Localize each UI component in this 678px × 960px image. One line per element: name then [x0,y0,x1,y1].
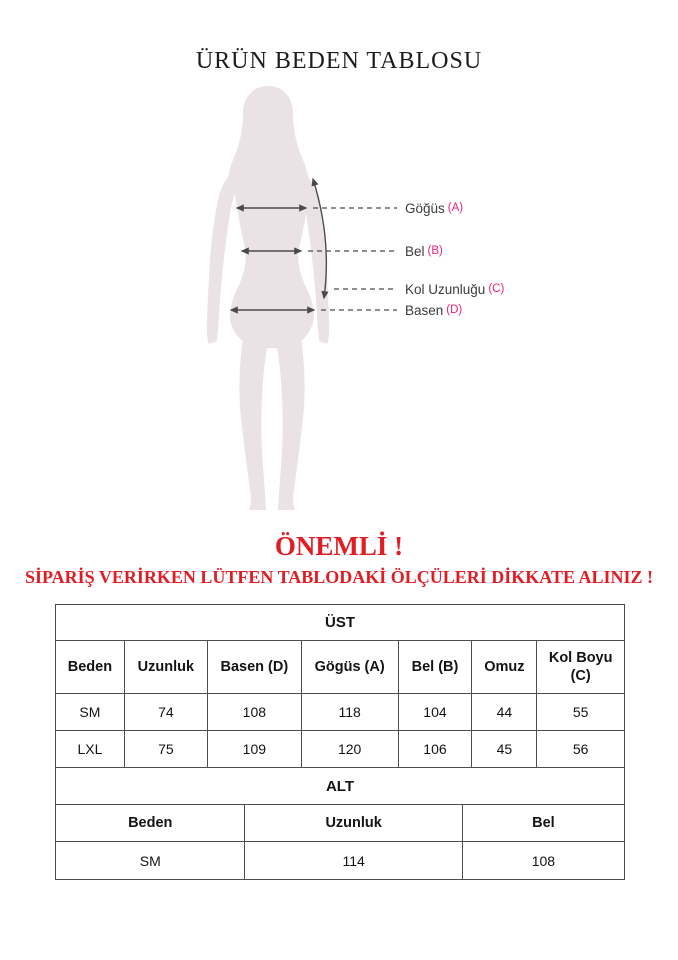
table-cell: 44 [472,694,537,731]
bottom-size-table [55,767,625,880]
table-row [56,641,625,694]
important-heading: ÖNEMLİ ! [274,531,404,561]
column-header: Uzunluk [124,641,207,694]
measure-label-text: Göğüs [405,200,445,216]
female-silhouette [207,86,330,510]
body-measurement-diagram [0,80,678,520]
column-header: Beden [56,641,125,694]
size-tables [55,604,625,880]
important-message: SİPARİŞ VERİRKEN LÜTFEN TABLODAKİ ÖLÇÜLERİ DİKKATE ALINIZ ! [25,567,653,587]
column-header: Beden [56,805,245,842]
column-header: Gögüs (A) [301,641,398,694]
table-cell: 45 [472,731,537,768]
measure-letter: (C) [488,283,505,295]
table-cell: 106 [398,731,472,768]
measure-label-hip [405,301,462,319]
column-header: Basen (D) [207,641,301,694]
measure-label-arm-length [405,280,504,298]
table-row [56,805,625,842]
table-cell: 108 [207,694,301,731]
table-row [56,731,625,768]
table-cell: 120 [301,731,398,768]
page-title: ÜRÜN BEDEN TABLOSU [195,48,483,74]
table-cell: 118 [301,694,398,731]
table-cell: 114 [245,842,462,880]
table-row [56,842,625,880]
section-title-alt: ALT [56,768,625,805]
table-cell: 75 [124,731,207,768]
table-cell: 108 [462,842,624,880]
column-header: Bel [462,805,624,842]
column-header: Bel (B) [398,641,472,694]
column-header: Omuz [472,641,537,694]
female-silhouette-graphic [0,80,678,520]
measure-letter: (D) [446,304,463,316]
table-cell: 55 [537,694,625,731]
table-cell: 56 [537,731,625,768]
measure-letter: (A) [447,202,464,214]
measure-label-chest [405,199,463,217]
top-size-table [55,604,625,768]
table-cell: LXL [56,731,125,768]
table-cell: 74 [124,694,207,731]
column-header: Uzunluk [245,805,462,842]
measure-label-waist [405,242,443,260]
table-cell: 109 [207,731,301,768]
column-header: Kol Boyu (C) [537,641,625,694]
section-title-ust: ÜST [56,605,625,641]
table-cell: SM [56,842,245,880]
table-row [56,768,625,805]
table-cell: 104 [398,694,472,731]
measure-letter: (B) [427,245,443,257]
measure-label-text: Kol Uzunluğu [405,281,486,297]
measure-label-text: Bel [405,243,425,259]
measure-label-text: Basen [405,302,444,318]
table-row [56,605,625,641]
table-cell: SM [56,694,125,731]
table-row [56,694,625,731]
